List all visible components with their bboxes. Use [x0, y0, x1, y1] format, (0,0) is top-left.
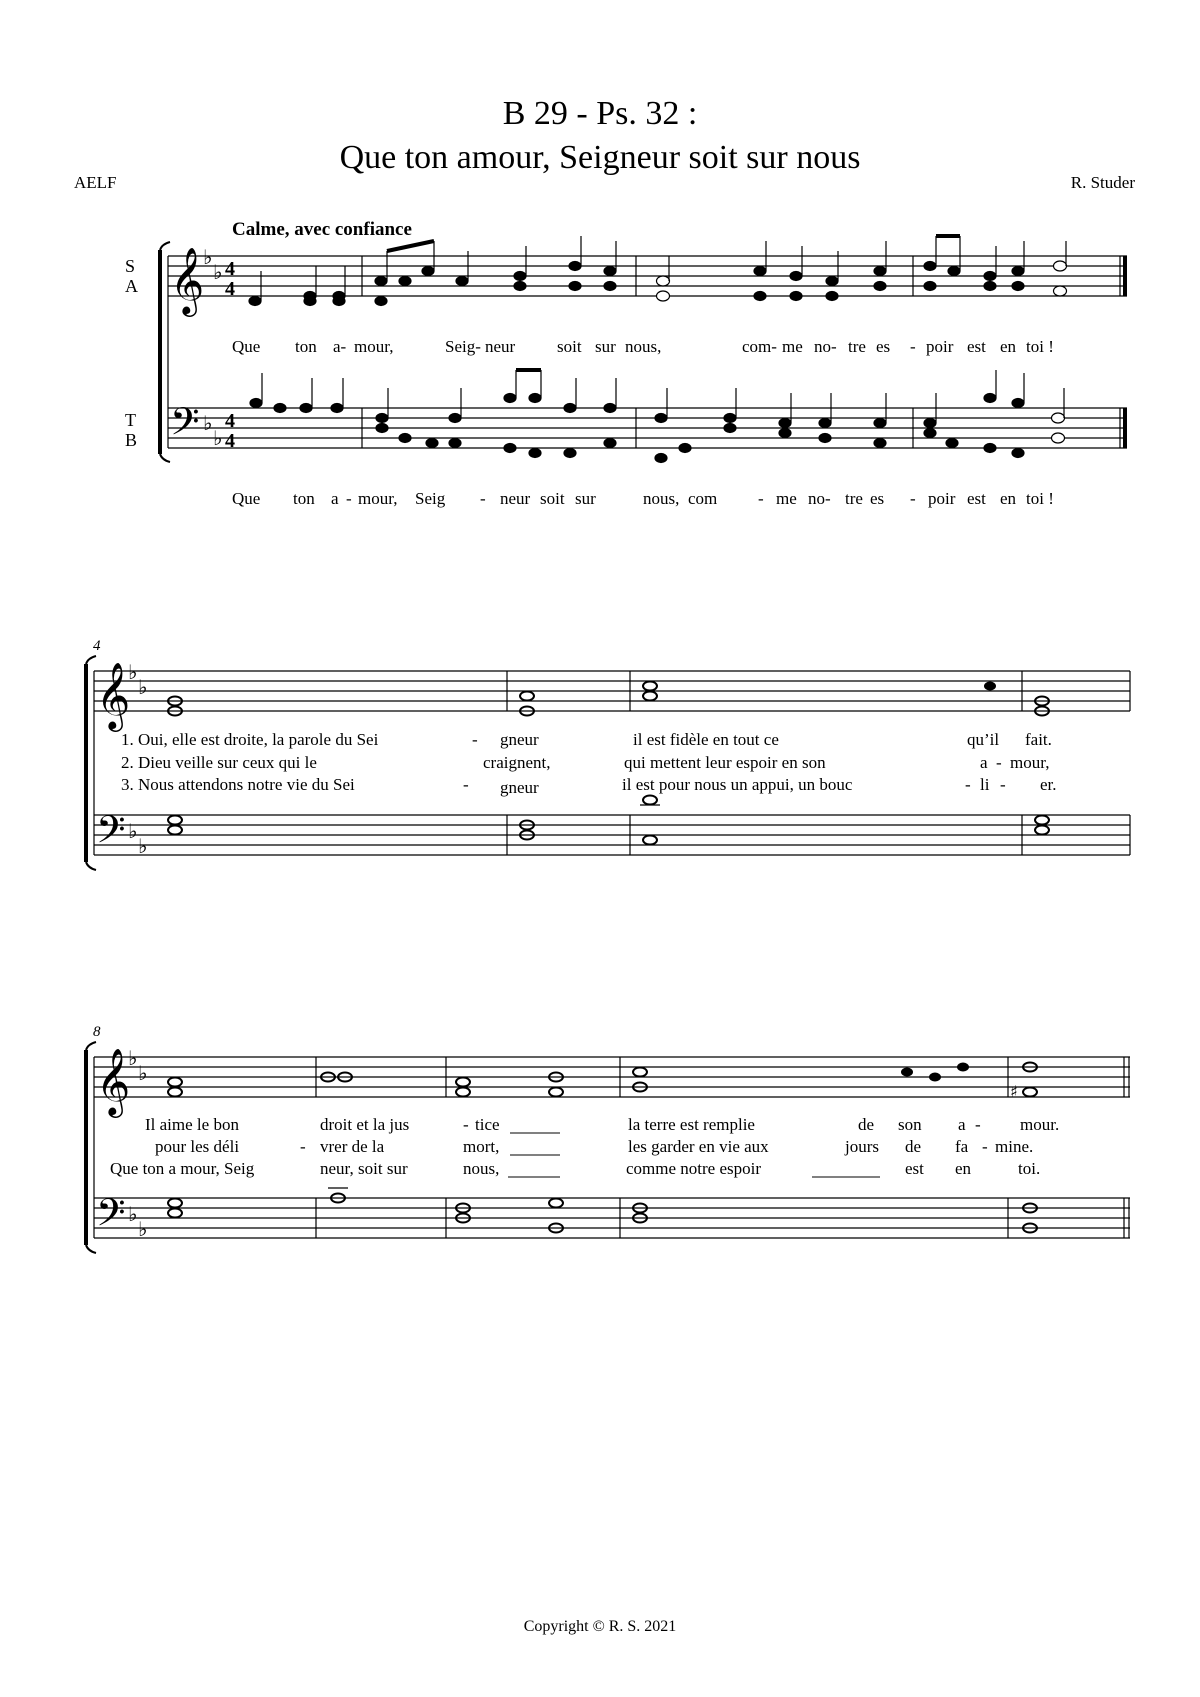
verse-text: gneur [500, 730, 539, 749]
lyric-syllable: a- [333, 337, 347, 356]
verse-text: comme notre espoir [626, 1159, 762, 1178]
verse-text: - [463, 775, 469, 794]
verse-text: il est fidèle en tout ce [633, 730, 779, 749]
treble-clef: 𝄞 [96, 1047, 131, 1115]
lyric-syllable: toi ! [1026, 337, 1054, 356]
lyric-syllable: est [967, 337, 986, 356]
verse-text: son [898, 1115, 922, 1134]
composer-credit: R. Studer [1070, 173, 1135, 192]
key-signature [128, 1046, 147, 1241]
lyric-syllable: es [870, 489, 885, 508]
measure-number: 4 [93, 638, 101, 654]
verse-text: - [300, 1137, 306, 1156]
lyric-syllable: Seig [415, 489, 446, 508]
label-tenor: T [125, 410, 136, 430]
lyric-syllable: me [776, 489, 797, 508]
verse-text: de [905, 1137, 922, 1156]
bass-clef: 𝄢 [96, 1190, 126, 1244]
svg-text:♭: ♭ [128, 1202, 138, 1226]
verse-text: tice [475, 1115, 500, 1134]
label-bass: B [125, 430, 138, 450]
lyric-syllable: - [480, 489, 486, 508]
lyric-syllable: toi ! [1026, 489, 1054, 508]
verse-text: - [982, 1137, 988, 1156]
verse-text: a [980, 753, 988, 772]
verse-text: fait. [1025, 730, 1052, 749]
svg-text:♭: ♭ [138, 675, 148, 699]
verse-text: qui mettent leur espoir en son [624, 753, 826, 772]
verse-text: 1. Oui, elle est droite, la parole du Sei [121, 730, 379, 749]
verse-text: toi. [1018, 1159, 1041, 1178]
verse-text: a [958, 1115, 966, 1134]
lyric-syllable: ton [293, 489, 315, 508]
staff-3-lower [94, 1198, 1130, 1238]
treble-clef: 𝄞 [96, 661, 131, 729]
verse-text: jours [845, 1137, 879, 1156]
staff-1-lower [168, 408, 1127, 448]
verse-text: - [472, 730, 478, 749]
svg-text:♭: ♭ [138, 1061, 148, 1085]
lyric-syllable: mour, [354, 337, 394, 356]
svg-text:♭: ♭ [203, 245, 213, 269]
verse-text: vrer de la [320, 1137, 385, 1156]
note [984, 682, 996, 691]
label-soprano: S [125, 256, 136, 276]
lyric-syllable: - [910, 337, 916, 356]
verse-text: la terre est remplie [628, 1115, 755, 1134]
system-3 [86, 1042, 1130, 1253]
verse-text: de [858, 1115, 875, 1134]
verse-text: er. [1040, 775, 1057, 794]
verse-text: en [955, 1159, 972, 1178]
verse-text: droit et la jus [320, 1115, 410, 1134]
svg-text:♭: ♭ [128, 660, 138, 684]
lyric-syllable: me [782, 337, 803, 356]
measure-number: 8 [93, 1024, 101, 1040]
verse-text: - [1000, 775, 1006, 794]
svg-text:4: 4 [225, 410, 235, 432]
lyric-syllable: nous, [625, 337, 662, 356]
lyric-syllable: a [331, 489, 339, 508]
lyric-syllable: com [688, 489, 718, 508]
verse-text: qu’il [967, 730, 1000, 749]
svg-text:♭: ♭ [203, 411, 213, 435]
title-line-1: B 29 - Ps. 32 : [502, 95, 698, 132]
lyric-syllable: no- [814, 337, 837, 356]
lyric-syllable: en [1000, 337, 1017, 356]
lyric-syllable: nous, [643, 489, 680, 508]
svg-text:♭: ♭ [138, 834, 148, 858]
verse-text: Il aime le bon [145, 1115, 239, 1134]
verse-text: - [996, 753, 1002, 772]
staff-1-upper [168, 256, 1127, 296]
svg-text:♭: ♭ [128, 819, 138, 843]
lyricist-credit: AELF [74, 173, 117, 192]
lyric-syllable: neur [500, 489, 531, 508]
notes-lower-system-1 [250, 370, 1065, 463]
verse-text: craignent, [483, 753, 551, 772]
lyric-syllable: es [876, 337, 891, 356]
bass-clef: 𝄢 [170, 399, 200, 453]
verse-text: gneur [500, 778, 539, 797]
lyric-syllable: sur [595, 337, 616, 356]
verse-text: mour, [1010, 753, 1050, 772]
verse-text: - [463, 1115, 469, 1134]
verse-text: est [905, 1159, 924, 1178]
notes-upper-system-1 [249, 236, 1067, 306]
verse-text: nous, [463, 1159, 500, 1178]
lyric-syllable: tre [845, 489, 863, 508]
title-line-2: Que ton amour, Seigneur soit sur nous [339, 139, 861, 176]
verse-text: Que ton a mour, Seig [110, 1159, 255, 1178]
svg-text:♭: ♭ [128, 1046, 138, 1070]
lyric-syllable: Seig- [445, 337, 481, 356]
quarter-notes-system-3 [901, 1063, 969, 1082]
lyric-syllable: soit [540, 489, 565, 508]
staff-2-lower [94, 815, 1130, 855]
lyric-syllable: - [346, 489, 352, 508]
verse-text: li [980, 775, 990, 794]
treble-clef: 𝄞 [170, 246, 205, 314]
lyric-syllable: poir [928, 489, 956, 508]
lyric-syllable: com- [742, 337, 777, 356]
verse-text: pour les déli [155, 1137, 240, 1156]
verse-text: neur, soit sur [320, 1159, 408, 1178]
copyright-notice: Copyright © R. S. 2021 [523, 1618, 677, 1635]
sharp-accidental: ♯ [1010, 1082, 1018, 1101]
lyric-syllable: Que [232, 489, 261, 508]
svg-text:♭: ♭ [138, 1217, 148, 1241]
svg-text:♭: ♭ [213, 426, 223, 450]
lyric-syllable: sur [575, 489, 596, 508]
lyric-syllable: en [1000, 489, 1017, 508]
verse-text: mour. [1020, 1115, 1060, 1134]
verse-text: les garder en vie aux [628, 1137, 769, 1156]
verse-text: fa [955, 1137, 969, 1156]
lyric-syllable: tre [848, 337, 866, 356]
svg-text:4: 4 [225, 278, 235, 300]
lyric-syllable: no- [808, 489, 831, 508]
bass-clef: 𝄢 [96, 807, 126, 861]
lyric-syllable: - [758, 489, 764, 508]
verse-text: - [975, 1115, 981, 1134]
staff-2-upper [94, 671, 1130, 711]
lyric-syllable: ton [295, 337, 317, 356]
verse-text: 3. Nous attendons notre vie du Sei [121, 775, 355, 794]
lyrics-system-2 [121, 730, 1057, 797]
svg-text:4: 4 [225, 258, 235, 280]
verse-text: il est pour nous un appui, un bouc [622, 775, 853, 794]
lyric-syllable: soit [557, 337, 582, 356]
lyric-syllable: est [967, 489, 986, 508]
lyric-syllable: - [910, 489, 916, 508]
svg-text:♭: ♭ [213, 260, 223, 284]
lyric-syllable: mour, [358, 489, 398, 508]
lyric-syllable: Que [232, 337, 261, 356]
verse-text: 2. Dieu veille sur ceux qui le [121, 753, 317, 772]
verse-text: - [965, 775, 971, 794]
label-alto: A [125, 276, 138, 296]
verse-text: mine. [995, 1137, 1034, 1156]
staff-3-upper [94, 1057, 1130, 1097]
lyrics-system-3 [110, 1115, 1059, 1178]
lyric-syllable: neur [485, 337, 516, 356]
tempo-marking: Calme, avec confiance [232, 219, 412, 240]
lyric-syllable: poir [926, 337, 954, 356]
svg-text:4: 4 [225, 430, 235, 452]
verse-text: mort, [463, 1137, 500, 1156]
